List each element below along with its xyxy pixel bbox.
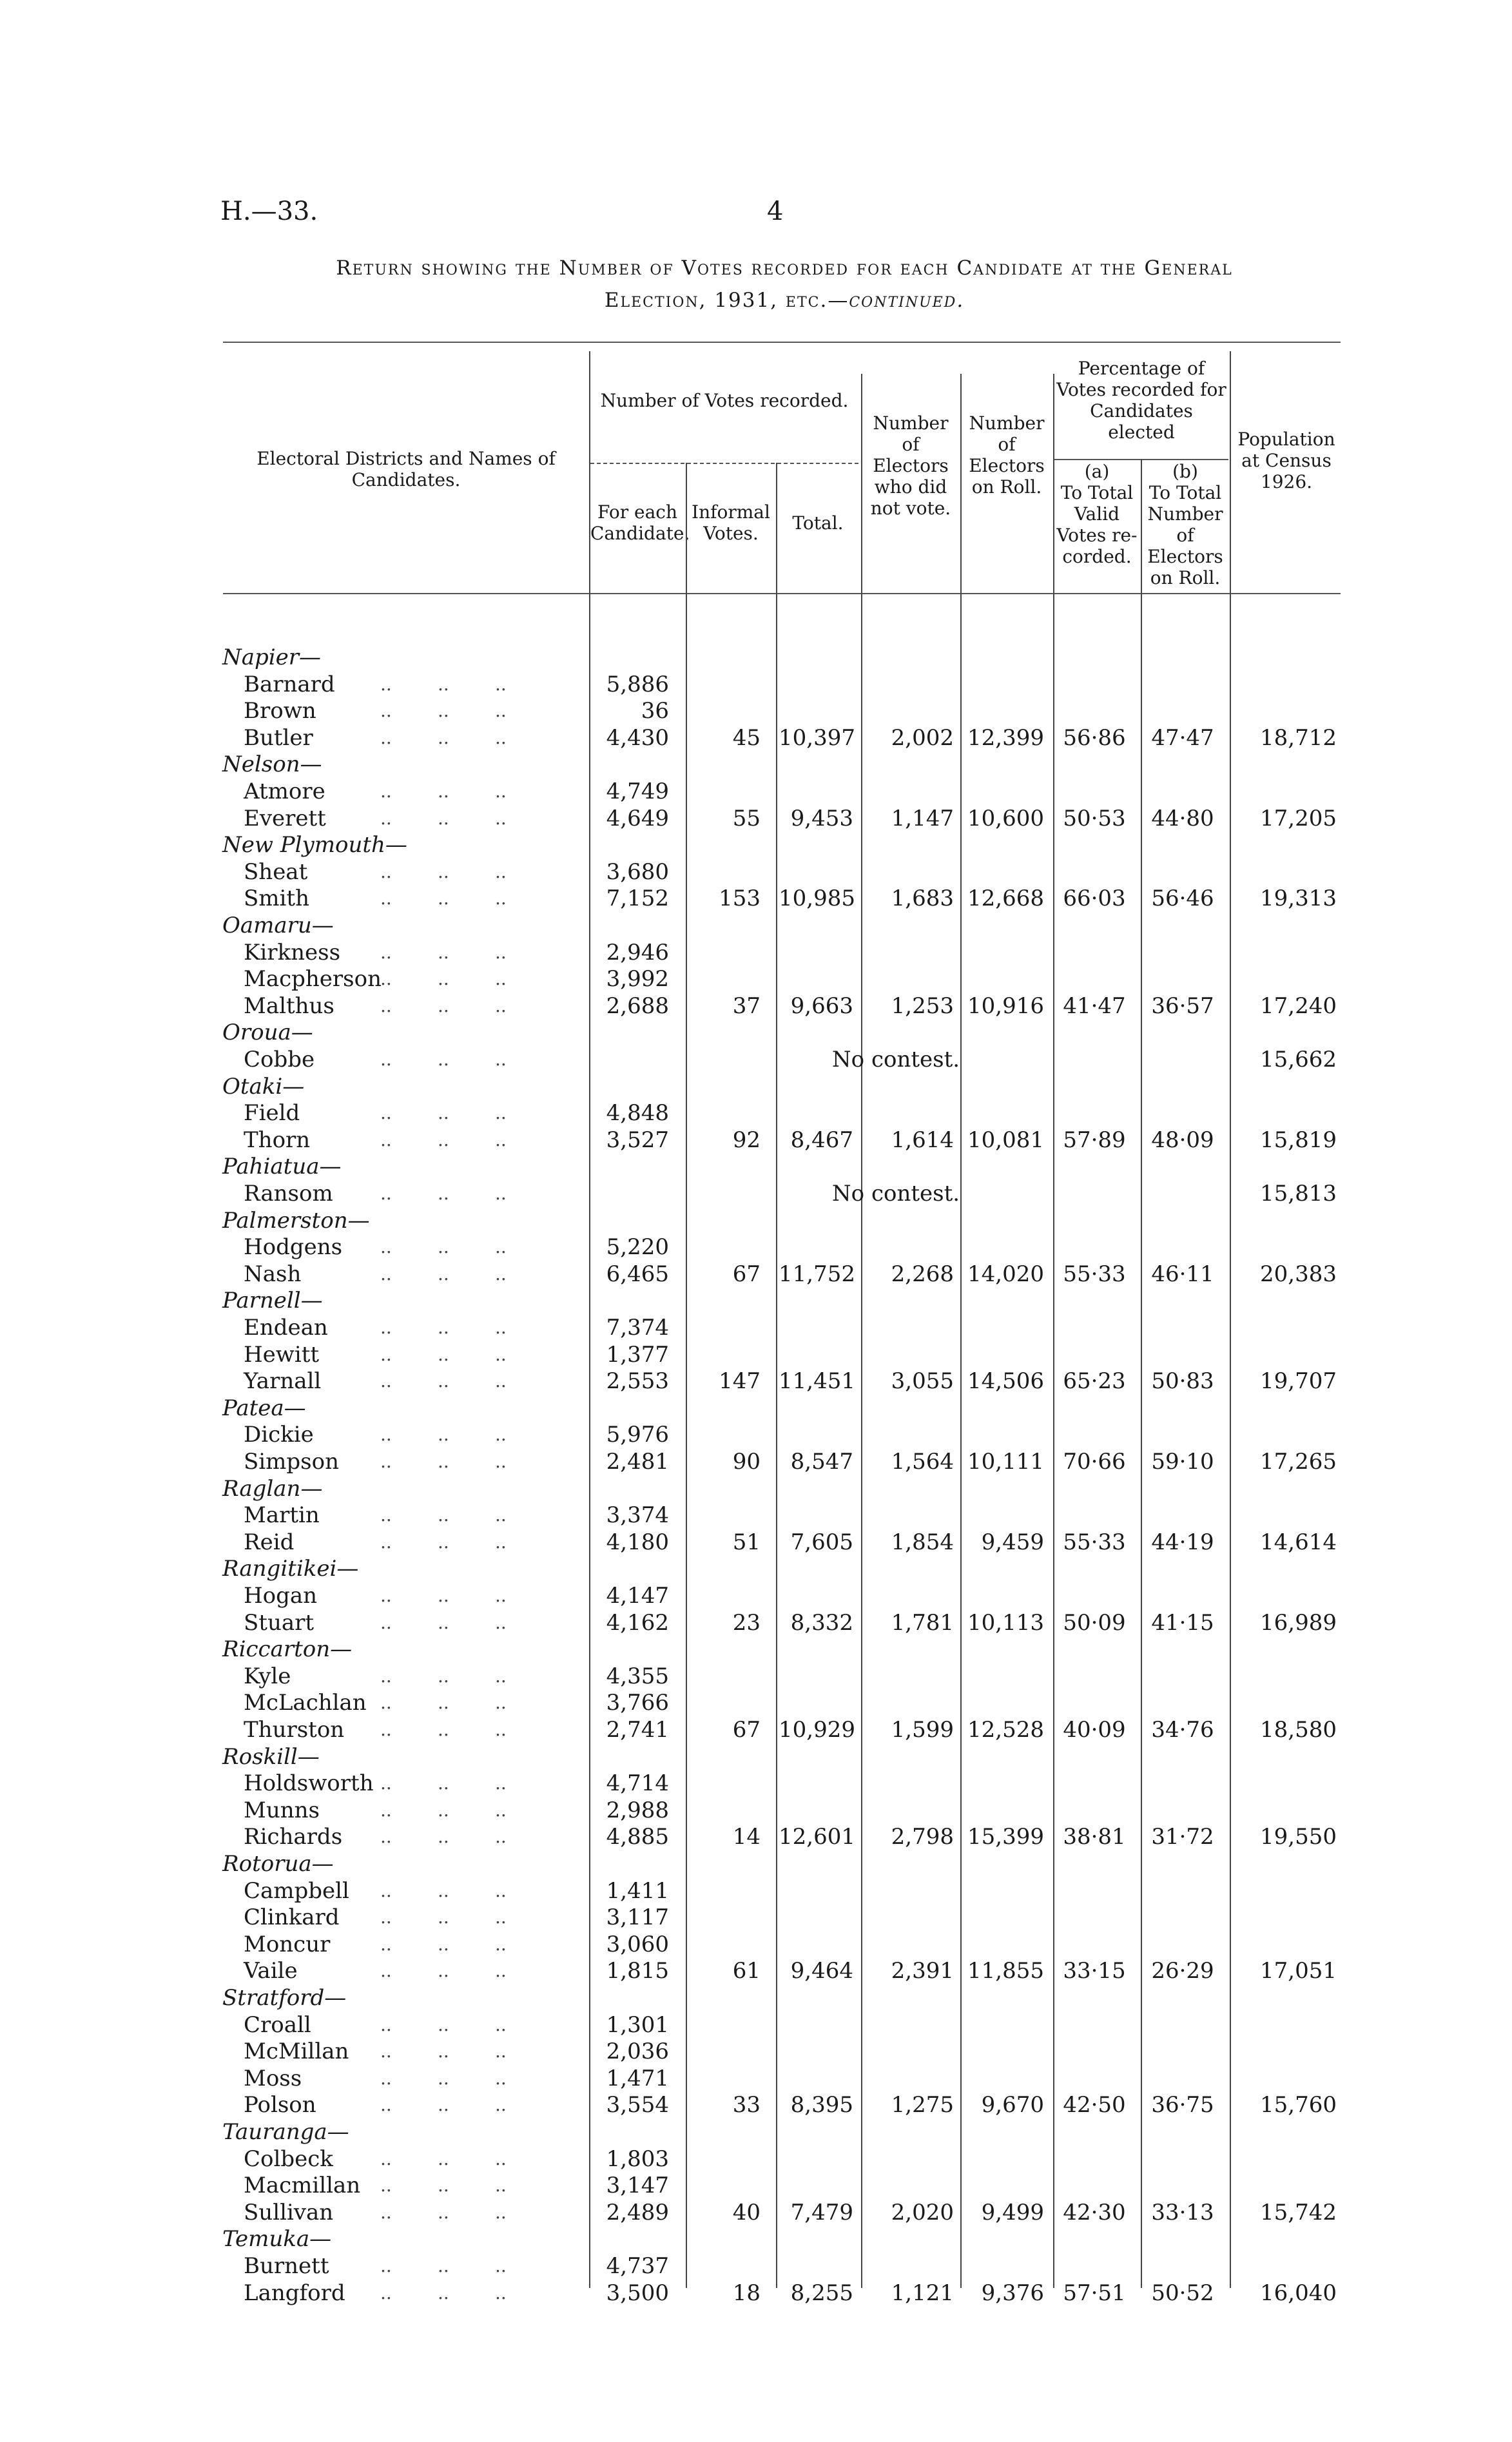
pct-electors-roll: 34·76 bbox=[1151, 1717, 1214, 1743]
candidate-votes: 5,976 bbox=[606, 1422, 669, 1448]
electors-on-roll: 10,111 bbox=[967, 1449, 1044, 1475]
electors-not-voted: 2,391 bbox=[891, 1958, 954, 1984]
candidate-votes: 3,766 bbox=[606, 1690, 669, 1716]
leader-dots: .. .. .. bbox=[380, 860, 507, 882]
candidate-votes: 7,374 bbox=[606, 1315, 669, 1341]
candidate-name: Hodgens bbox=[244, 1234, 343, 1261]
leader-dots: .. .. .. bbox=[380, 1236, 507, 1258]
candidate-name: Croall bbox=[244, 2011, 311, 2038]
leader-dots: .. .. .. bbox=[380, 2067, 507, 2089]
pct-electors-roll: 50·52 bbox=[1151, 2280, 1214, 2306]
pct-valid-votes: 41·47 bbox=[1063, 993, 1126, 1019]
total-votes: 8,395 bbox=[790, 2092, 853, 2118]
leader-dots: .. .. .. bbox=[380, 2282, 507, 2303]
candidate-votes: 3,147 bbox=[606, 2173, 669, 2199]
electors-on-roll: 9,670 bbox=[981, 2092, 1044, 2118]
pct-electors-roll: 56·46 bbox=[1151, 886, 1214, 912]
col-header-pct-b bbox=[1142, 461, 1228, 588]
candidate-name: Martin bbox=[244, 1502, 320, 1529]
electors-not-voted: 1,614 bbox=[891, 1127, 954, 1153]
electors-on-roll: 9,499 bbox=[981, 2199, 1044, 2225]
leader-dots: .. .. .. bbox=[380, 1960, 507, 1982]
candidate-name: Vaile bbox=[244, 1958, 298, 1984]
header-bottom-rule bbox=[223, 593, 1341, 594]
candidate-name: Endean bbox=[244, 1315, 328, 1341]
leader-dots: .. .. .. bbox=[380, 2201, 507, 2223]
col-header-district: Electoral Districts and Names of Candidates. bbox=[257, 448, 556, 490]
pct-electors-roll: 59·10 bbox=[1151, 1449, 1214, 1475]
leader-dots: .. .. .. bbox=[380, 1799, 507, 1821]
population-census: 18,712 bbox=[1260, 724, 1337, 751]
leader-dots: .. .. .. bbox=[380, 700, 507, 722]
pct-electors-roll: 46·11 bbox=[1151, 1261, 1214, 1287]
candidate-votes: 1,377 bbox=[606, 1341, 669, 1368]
candidate-name: Yarnall bbox=[244, 1368, 322, 1395]
candidate-name: Hogan bbox=[244, 1583, 318, 1609]
population-census: 15,662 bbox=[1260, 1047, 1337, 1072]
leader-dots: .. .. .. bbox=[380, 1879, 507, 1901]
informal-votes: 153 bbox=[719, 886, 761, 912]
population-census: 17,051 bbox=[1260, 1958, 1337, 1984]
electors-on-roll: 10,113 bbox=[967, 1609, 1044, 1636]
total-votes: 9,464 bbox=[790, 1958, 853, 1984]
candidate-name: Macmillan bbox=[244, 2173, 361, 2199]
total-votes: 12,601 bbox=[779, 1824, 855, 1850]
leader-dots: .. .. .. bbox=[380, 2147, 507, 2169]
candidate-name: Reid bbox=[244, 1529, 295, 1555]
electors-on-roll: 12,668 bbox=[967, 886, 1044, 912]
candidate-name: Kyle bbox=[244, 1663, 291, 1689]
population-census: 17,240 bbox=[1260, 993, 1337, 1019]
total-votes: 10,985 bbox=[779, 886, 855, 912]
population-census: 19,707 bbox=[1260, 1368, 1337, 1395]
total-votes: 9,453 bbox=[790, 805, 853, 831]
pct-valid-votes: 66·03 bbox=[1063, 886, 1126, 912]
leader-dots: .. .. .. bbox=[380, 1049, 507, 1070]
col-rule-1 bbox=[589, 351, 590, 2288]
total-votes: 11,451 bbox=[779, 1368, 855, 1395]
candidate-name: Kirkness bbox=[244, 939, 341, 965]
population-census: 15,742 bbox=[1260, 2199, 1337, 2225]
district-name: Palmerston— bbox=[222, 1207, 370, 1234]
district-name: Riccarton— bbox=[222, 1636, 353, 1663]
candidate-votes: 3,060 bbox=[606, 1931, 669, 1957]
electors-on-roll: 9,376 bbox=[981, 2280, 1044, 2306]
candidate-votes: 4,714 bbox=[606, 1770, 669, 1797]
leader-dots: .. .. .. bbox=[380, 1906, 507, 1928]
district-name: Raglan— bbox=[222, 1475, 323, 1502]
population-census: 17,265 bbox=[1260, 1449, 1337, 1475]
leader-dots: .. .. .. bbox=[380, 1719, 507, 1740]
electors-on-roll: 14,506 bbox=[967, 1368, 1044, 1395]
candidate-name: Moncur bbox=[244, 1931, 331, 1957]
candidate-name: Barnard bbox=[244, 671, 335, 697]
candidate-votes: 4,885 bbox=[606, 1824, 669, 1850]
leader-dots: .. .. .. bbox=[380, 780, 507, 802]
candidate-name: Field bbox=[244, 1100, 300, 1127]
candidate-name: Moss bbox=[244, 2065, 302, 2091]
col-header-pct-group: Percentage of Votes recorded for Candidates elected bbox=[1056, 358, 1226, 443]
informal-votes: 51 bbox=[732, 1529, 761, 1555]
candidate-votes: 4,180 bbox=[606, 1529, 669, 1555]
candidate-votes: 4,737 bbox=[606, 2253, 669, 2279]
pct-b-letter: (b) bbox=[1172, 461, 1198, 482]
candidate-name: Dickie bbox=[244, 1422, 314, 1448]
electors-not-voted: 1,253 bbox=[891, 993, 954, 1019]
total-votes: 8,467 bbox=[790, 1127, 853, 1153]
population-census: 20,383 bbox=[1260, 1261, 1337, 1287]
leader-dots: .. .. .. bbox=[380, 1370, 507, 1392]
candidate-votes: 1,803 bbox=[606, 2146, 669, 2172]
informal-votes: 61 bbox=[732, 1958, 761, 1984]
leader-dots: .. .. .. bbox=[380, 2013, 507, 2035]
informal-votes: 147 bbox=[719, 1368, 761, 1395]
candidate-votes: 3,374 bbox=[606, 1502, 669, 1529]
total-votes: 7,605 bbox=[790, 1529, 853, 1555]
electors-on-roll: 14,020 bbox=[967, 1261, 1044, 1287]
candidate-votes: 5,220 bbox=[606, 1234, 669, 1261]
informal-votes: 67 bbox=[732, 1717, 761, 1743]
pct-b-label: To Total Number of Electors on Roll. bbox=[1147, 482, 1223, 588]
electors-not-voted: 2,268 bbox=[891, 1261, 954, 1287]
candidate-votes: 4,147 bbox=[606, 1583, 669, 1609]
electors-not-voted: 1,275 bbox=[891, 2092, 954, 2118]
candidate-votes: 4,848 bbox=[606, 1100, 669, 1127]
district-name: Otaki— bbox=[222, 1073, 305, 1100]
leader-dots: .. .. .. bbox=[380, 994, 507, 1016]
leader-dots: .. .. .. bbox=[380, 1424, 507, 1446]
candidate-votes: 2,489 bbox=[606, 2199, 669, 2225]
candidate-votes: 3,992 bbox=[606, 966, 669, 993]
district-name: Nelson— bbox=[222, 751, 322, 778]
leader-dots: .. .. .. bbox=[380, 2040, 507, 2062]
candidate-votes: 3,554 bbox=[606, 2092, 669, 2118]
candidate-name: Burnett bbox=[244, 2253, 329, 2279]
col-header-electors-roll: Number of Electors on Roll. bbox=[969, 412, 1045, 498]
district-name: Tauranga— bbox=[222, 2119, 349, 2145]
table-title-line2 bbox=[220, 289, 1348, 312]
leader-dots: .. .. .. bbox=[380, 968, 507, 990]
col-rule-6 bbox=[1053, 374, 1054, 2288]
candidate-name: Polson bbox=[244, 2092, 316, 2118]
population-census: 16,040 bbox=[1260, 2280, 1337, 2306]
candidate-name: Thorn bbox=[244, 1127, 311, 1153]
candidate-votes: 2,741 bbox=[606, 1717, 669, 1743]
district-name: Roskill— bbox=[222, 1743, 320, 1770]
pct-valid-votes: 33·15 bbox=[1063, 1958, 1126, 1984]
candidate-votes: 3,117 bbox=[606, 1904, 669, 1931]
leader-dots: .. .. .. bbox=[380, 1933, 507, 1955]
pct-valid-votes: 42·30 bbox=[1063, 2199, 1126, 2225]
district-name: Parnell— bbox=[222, 1288, 323, 1314]
informal-votes: 90 bbox=[732, 1449, 761, 1475]
candidate-name: Clinkard bbox=[244, 1904, 340, 1931]
pct-electors-roll: 47·47 bbox=[1151, 724, 1214, 751]
title-continued: continued. bbox=[849, 289, 965, 312]
total-votes: 8,547 bbox=[790, 1449, 853, 1475]
candidate-votes: 2,553 bbox=[606, 1368, 669, 1395]
pct-valid-votes: 38·81 bbox=[1063, 1824, 1126, 1850]
pct-valid-votes: 40·09 bbox=[1063, 1717, 1126, 1743]
col-rule-2 bbox=[686, 463, 687, 2288]
pct-electors-roll: 31·72 bbox=[1151, 1824, 1214, 1850]
candidate-name: Ransom bbox=[244, 1181, 333, 1206]
district-name: Stratford— bbox=[222, 1985, 347, 2011]
informal-votes: 14 bbox=[732, 1824, 761, 1850]
candidate-votes: 4,355 bbox=[606, 1663, 669, 1689]
col-rule-8 bbox=[1230, 351, 1231, 2288]
leader-dots: .. .. .. bbox=[380, 1692, 507, 1714]
page-number: 4 bbox=[767, 197, 784, 226]
candidate-votes: 2,036 bbox=[606, 2039, 669, 2065]
candidate-name: Hewitt bbox=[244, 1341, 320, 1368]
electors-not-voted: 1,599 bbox=[891, 1717, 954, 1743]
district-name: Temuka— bbox=[222, 2226, 332, 2253]
population-census: 17,205 bbox=[1260, 805, 1337, 831]
col-header-total: Total. bbox=[792, 512, 844, 534]
leader-dots: .. .. .. bbox=[380, 2175, 507, 2196]
district-name: Napier— bbox=[222, 644, 322, 670]
informal-votes: 55 bbox=[732, 805, 761, 831]
leader-dots: .. .. .. bbox=[380, 1317, 507, 1338]
candidate-votes: 2,481 bbox=[606, 1449, 669, 1475]
pct-electors-roll: 50·83 bbox=[1151, 1368, 1214, 1395]
pct-valid-votes: 70·66 bbox=[1063, 1449, 1126, 1475]
candidate-votes: 1,815 bbox=[606, 1958, 669, 1984]
candidate-name: Sullivan bbox=[244, 2199, 334, 2225]
population-census: 15,760 bbox=[1260, 2092, 1337, 2118]
leader-dots: .. .. .. bbox=[380, 673, 507, 695]
electors-on-roll: 10,916 bbox=[967, 993, 1044, 1019]
candidate-votes: 2,988 bbox=[606, 1797, 669, 1823]
col-header-population: Population at Census 1926. bbox=[1237, 429, 1335, 492]
electors-on-roll: 10,081 bbox=[967, 1127, 1044, 1153]
population-census: 16,989 bbox=[1260, 1609, 1337, 1636]
candidate-votes: 4,649 bbox=[606, 805, 669, 831]
electors-not-voted: 2,020 bbox=[891, 2199, 954, 2225]
total-votes: 7,479 bbox=[790, 2199, 853, 2225]
candidate-votes: 4,162 bbox=[606, 1609, 669, 1636]
electors-not-voted: 3,055 bbox=[891, 1368, 954, 1395]
pct-valid-votes: 50·09 bbox=[1063, 1609, 1126, 1636]
leader-dots: .. .. .. bbox=[380, 1183, 507, 1204]
col-rule-7 bbox=[1141, 459, 1142, 2288]
electors-on-roll: 10,600 bbox=[967, 805, 1044, 831]
leader-dots: .. .. .. bbox=[380, 1585, 507, 1606]
candidate-votes: 1,471 bbox=[606, 2065, 669, 2091]
population-census: 18,580 bbox=[1260, 1717, 1337, 1743]
pct-a-label: To Total Valid Votes re-corded. bbox=[1056, 482, 1138, 567]
pct-electors-roll: 41·15 bbox=[1151, 1609, 1214, 1636]
pct-valid-votes: 57·89 bbox=[1063, 1127, 1126, 1153]
candidate-votes: 5,886 bbox=[606, 671, 669, 697]
electors-not-voted: 1,147 bbox=[891, 805, 954, 831]
pct-valid-votes: 65·23 bbox=[1063, 1368, 1126, 1395]
candidate-name: Atmore bbox=[244, 779, 325, 804]
pct-valid-votes: 55·33 bbox=[1063, 1261, 1126, 1287]
candidate-name: Brown bbox=[244, 698, 316, 724]
electors-not-voted: 1,781 bbox=[891, 1609, 954, 1636]
leader-dots: .. .. .. bbox=[380, 1504, 507, 1526]
candidate-name: Colbeck bbox=[244, 2146, 333, 2172]
electors-on-roll: 11,855 bbox=[967, 1958, 1044, 1984]
title-prefix: Election, 1931, etc.— bbox=[604, 289, 849, 312]
informal-votes: 45 bbox=[732, 724, 761, 751]
pct-electors-roll: 44·19 bbox=[1151, 1529, 1214, 1555]
population-census: 15,813 bbox=[1260, 1181, 1337, 1206]
leader-dots: .. .. .. bbox=[380, 1451, 507, 1472]
pct-valid-votes: 42·50 bbox=[1063, 2092, 1126, 2118]
table-title-line1: Return showing the Number of Votes recorded for each Candidate at the General bbox=[336, 257, 1233, 280]
candidate-name: Holdsworth bbox=[244, 1770, 374, 1797]
leader-dots: .. .. .. bbox=[380, 941, 507, 963]
col-header-votes-group: Number of Votes recorded. bbox=[600, 390, 849, 411]
informal-votes: 37 bbox=[732, 993, 761, 1019]
candidate-name: Stuart bbox=[244, 1609, 315, 1636]
candidate-votes: 3,500 bbox=[606, 2280, 669, 2306]
district-name: Oroua— bbox=[222, 1020, 313, 1046]
candidate-name: Smith bbox=[244, 886, 309, 912]
candidate-votes: 1,301 bbox=[606, 2011, 669, 2038]
col-rule-5 bbox=[960, 374, 962, 2288]
pct-a-letter: (a) bbox=[1084, 461, 1110, 482]
pct-valid-votes: 55·33 bbox=[1063, 1529, 1126, 1555]
no-contest-note: No contest. bbox=[831, 1047, 960, 1072]
candidate-name: Butler bbox=[244, 724, 313, 751]
col-rule-4 bbox=[861, 374, 862, 2288]
pct-electors-roll: 48·09 bbox=[1151, 1127, 1214, 1153]
candidate-name: Everett bbox=[244, 805, 326, 831]
candidate-votes: 36 bbox=[641, 698, 669, 724]
electors-on-roll: 9,459 bbox=[981, 1529, 1044, 1555]
population-census: 19,313 bbox=[1260, 886, 1337, 912]
leader-dots: .. .. .. bbox=[380, 1826, 507, 1848]
pct-valid-votes: 57·51 bbox=[1063, 2280, 1126, 2306]
votes-group-rule bbox=[590, 463, 858, 464]
total-votes: 8,332 bbox=[790, 1609, 853, 1636]
electors-on-roll: 12,399 bbox=[967, 724, 1044, 751]
total-votes: 10,929 bbox=[779, 1717, 855, 1743]
col-header-pct-a bbox=[1054, 461, 1139, 567]
total-votes: 9,663 bbox=[790, 993, 853, 1019]
candidate-votes: 7,152 bbox=[606, 886, 669, 912]
district-name: Oamaru— bbox=[222, 913, 334, 938]
leader-dots: .. .. .. bbox=[380, 1611, 507, 1633]
candidate-name: Campbell bbox=[244, 1877, 349, 1904]
candidate-name: Macpherson bbox=[244, 966, 382, 993]
leader-dots: .. .. .. bbox=[380, 1129, 507, 1150]
candidate-name: Langford bbox=[244, 2280, 345, 2306]
informal-votes: 92 bbox=[732, 1127, 761, 1153]
candidate-name: Cobbe bbox=[244, 1047, 315, 1072]
leader-dots: .. .. .. bbox=[380, 1343, 507, 1365]
total-votes: 8,255 bbox=[790, 2280, 853, 2306]
informal-votes: 33 bbox=[732, 2092, 761, 2118]
candidate-votes: 2,688 bbox=[606, 993, 669, 1019]
district-name: Rotorua— bbox=[222, 1851, 334, 1877]
candidate-votes: 4,430 bbox=[606, 724, 669, 751]
informal-votes: 67 bbox=[732, 1261, 761, 1287]
candidate-name: McMillan bbox=[244, 2039, 349, 2065]
pct-electors-roll: 26·29 bbox=[1151, 1958, 1214, 1984]
leader-dots: .. .. .. bbox=[380, 807, 507, 829]
total-votes: 11,752 bbox=[779, 1261, 855, 1287]
candidate-name: McLachlan bbox=[244, 1690, 367, 1716]
total-votes: 10,397 bbox=[779, 724, 855, 751]
candidate-name: Munns bbox=[244, 1797, 320, 1823]
leader-dots: .. .. .. bbox=[380, 1531, 507, 1553]
pct-electors-roll: 36·57 bbox=[1151, 993, 1214, 1019]
district-name: New Plymouth— bbox=[222, 832, 407, 858]
district-name: Patea— bbox=[222, 1395, 306, 1421]
leader-dots: .. .. .. bbox=[380, 726, 507, 748]
pct-valid-votes: 56·86 bbox=[1063, 724, 1126, 751]
leader-dots: .. .. .. bbox=[380, 1665, 507, 1687]
informal-votes: 40 bbox=[732, 2199, 761, 2225]
candidate-votes: 3,680 bbox=[606, 858, 669, 885]
pct-electors-roll: 44·80 bbox=[1151, 805, 1214, 831]
population-census: 19,550 bbox=[1260, 1824, 1337, 1850]
leader-dots: .. .. .. bbox=[380, 887, 507, 909]
district-name: Rangitikei— bbox=[222, 1556, 359, 1582]
candidate-votes: 4,749 bbox=[606, 779, 669, 804]
candidate-name: Richards bbox=[244, 1824, 343, 1850]
electors-on-roll: 15,399 bbox=[967, 1824, 1044, 1850]
candidate-votes: 3,527 bbox=[606, 1127, 669, 1153]
pct-electors-roll: 33·13 bbox=[1151, 2199, 1214, 2225]
leader-dots: .. .. .. bbox=[380, 1263, 507, 1284]
col-header-informal: Informal Votes. bbox=[692, 501, 770, 544]
no-contest-note: No contest. bbox=[831, 1181, 960, 1206]
candidate-name: Sheat bbox=[244, 858, 308, 885]
candidate-name: Thurston bbox=[244, 1717, 345, 1743]
leader-dots: .. .. .. bbox=[380, 2094, 507, 2116]
district-name: Pahiatua— bbox=[222, 1154, 342, 1180]
electors-not-voted: 1,121 bbox=[891, 2280, 954, 2306]
candidate-name: Nash bbox=[244, 1261, 302, 1287]
candidate-name: Simpson bbox=[244, 1449, 339, 1475]
candidate-votes: 6,465 bbox=[606, 1261, 669, 1287]
candidate-name: Malthus bbox=[244, 993, 334, 1019]
electors-not-voted: 1,564 bbox=[891, 1449, 954, 1475]
pct-electors-roll: 36·75 bbox=[1151, 2092, 1214, 2118]
population-census: 15,819 bbox=[1260, 1127, 1337, 1153]
pct-valid-votes: 50·53 bbox=[1063, 805, 1126, 831]
leader-dots: .. .. .. bbox=[380, 1772, 507, 1794]
population-census: 14,614 bbox=[1260, 1529, 1337, 1555]
leader-dots: .. .. .. bbox=[380, 1102, 507, 1124]
electors-on-roll: 12,528 bbox=[967, 1717, 1044, 1743]
informal-votes: 23 bbox=[732, 1609, 761, 1636]
col-header-for-each: For each Candidate. bbox=[590, 501, 690, 544]
document-code: H.—33. bbox=[220, 197, 318, 226]
leader-dots: .. .. .. bbox=[380, 2255, 507, 2276]
header-top-rule bbox=[223, 342, 1341, 343]
candidate-votes: 1,411 bbox=[606, 1877, 669, 1904]
electors-not-voted: 1,683 bbox=[891, 886, 954, 912]
col-rule-3 bbox=[776, 463, 777, 2288]
candidate-votes: 2,946 bbox=[606, 939, 669, 965]
electors-not-voted: 1,854 bbox=[891, 1529, 954, 1555]
electors-not-voted: 2,798 bbox=[891, 1824, 954, 1850]
informal-votes: 18 bbox=[732, 2280, 761, 2306]
col-header-not-vote: Number of Electors who did not vote. bbox=[870, 412, 951, 519]
electors-not-voted: 2,002 bbox=[891, 724, 954, 751]
